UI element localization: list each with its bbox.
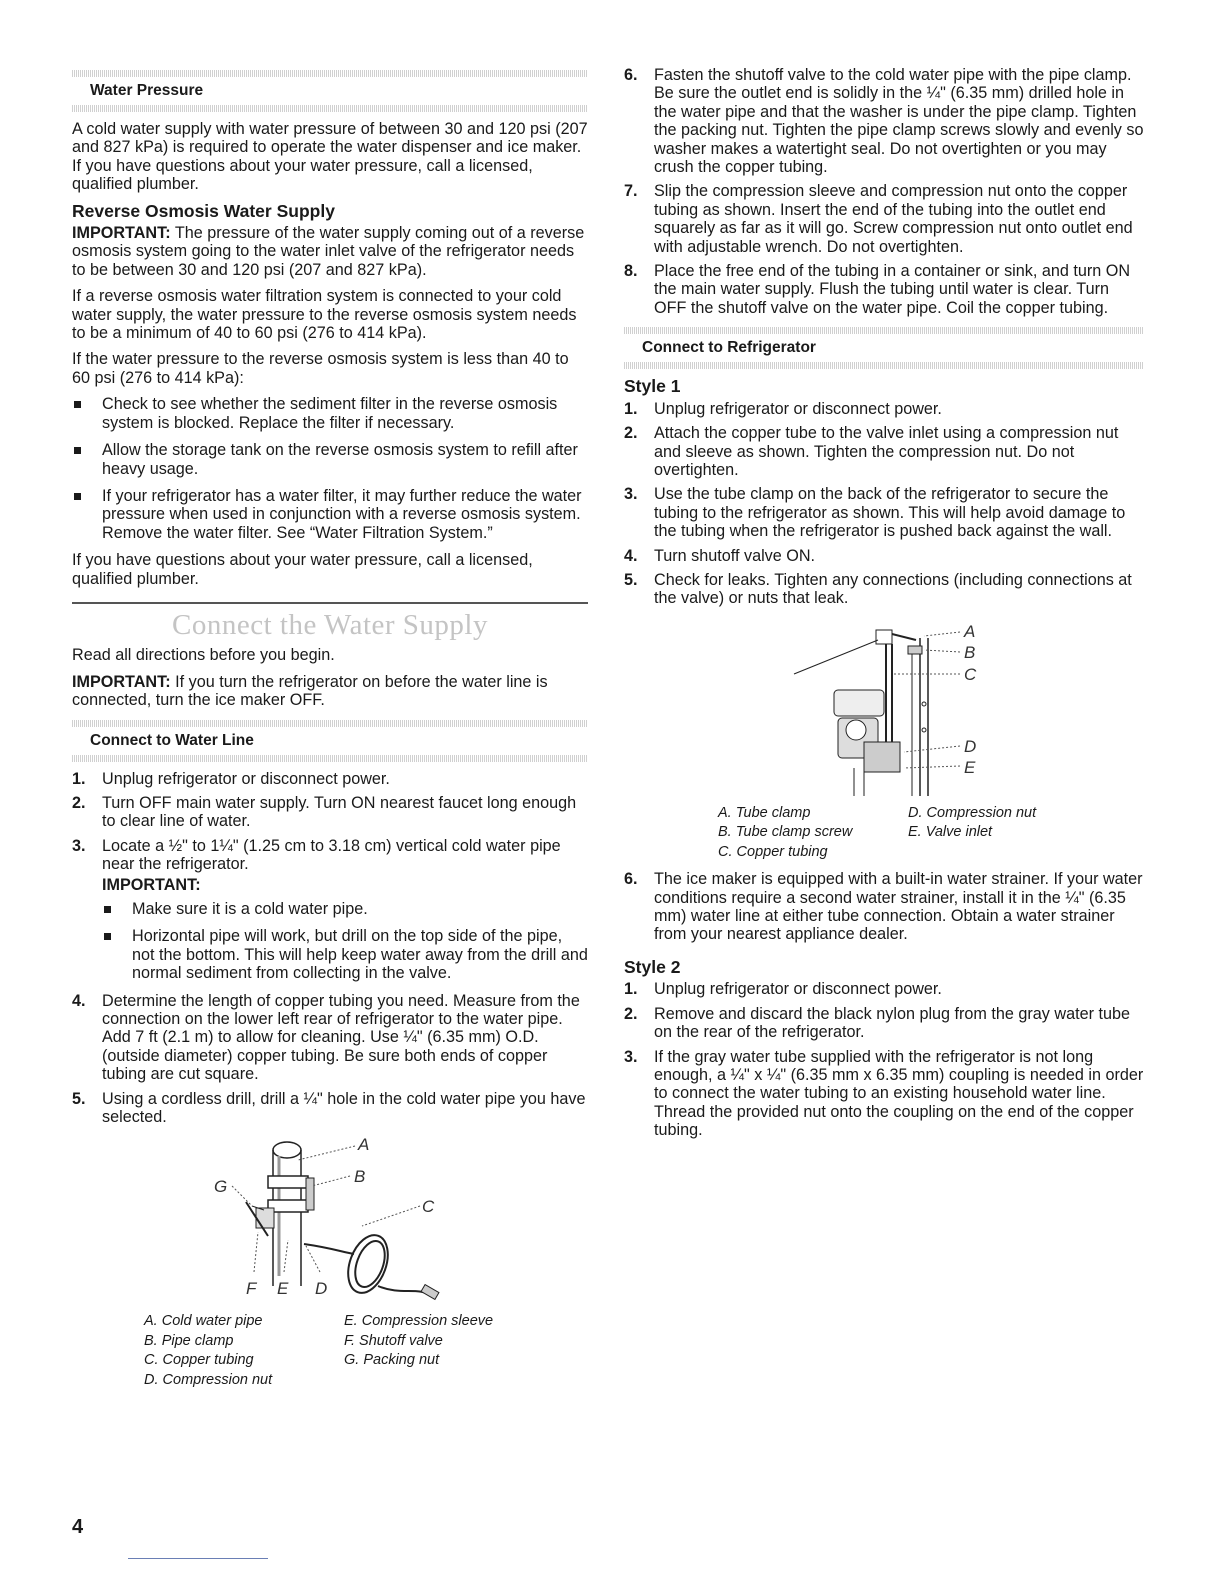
list-item [72,794,588,831]
important-label: IMPORTANT: [72,672,171,691]
section-bar [624,327,1144,334]
connect-fridge-heading: Connect to Refrigerator [642,339,816,357]
figure-label: A [358,1136,370,1155]
water-line-steps-continued [624,66,1144,317]
step-text: Use the tube clamp on the back of the refrigerator to secure the tubing to the refrigerator as shown. This will help avoid damage to the tubing when the refrigerator is pushed back against the wall. [654,485,1126,541]
connect-supply-title: Connect the Water Supply [172,608,488,641]
step-number: 3. [624,1047,638,1066]
figure-label: G [214,1177,228,1197]
figure-label: E [964,757,976,777]
shutoff-valve-figure [72,1136,588,1306]
page-number: 4 [72,1516,84,1538]
figure-label: A [964,621,976,641]
step-number: 2. [624,424,638,443]
step-number: 4. [72,991,86,1010]
water-pressure-body: A cold water supply with water pressure of between 30 and 120 psi (207 and 827 kPa) is required to operate the water dispenser and ice maker. If you have questions about your water pressure, call a licensed, qualified plumber. [72,120,588,194]
list-item [624,66,1144,176]
connect-supply-important-text: If you turn the refrigerator on before the water line is connected, turn the ice maker OFF. [72,672,548,710]
step-number: 6. [624,870,638,889]
step-text: Unplug refrigerator or disconnect power. [102,769,390,788]
figure-label: E [277,1279,289,1299]
list-item: If your refrigerator has a water filter, it may further reduce the water pressure when used in conjunction with a reverse osmosis system. Remove the water filter. See “Water Filtration System.” [72,487,588,542]
list-item [624,547,1144,565]
list-item [72,770,588,788]
section-bar [72,755,588,762]
ro-bullet-list [72,395,588,542]
caption: A. Tube clamp [718,804,811,821]
figure-captions [624,804,1144,863]
step-number: 7. [624,182,638,201]
figure-label: D [964,736,977,756]
figure-label: B [964,642,976,662]
step-number: 3. [624,485,638,504]
list-item [624,424,1144,479]
caption: B. Tube clamp screw [718,824,853,841]
step-text: Turn shutoff valve ON. [654,546,816,565]
list-item [72,1090,588,1127]
list-item [624,571,1144,608]
step-number: 1. [624,399,638,418]
step-text: The ice maker is equipped with a built-in water strainer. If your water conditions require a second water strainer, install it in the ¼" (6.35 mm) water line at either tube connection. Obtain a water strainer from your nearest appliance dealer. [654,870,1143,944]
list-item [624,262,1144,317]
list-item: Make sure it is a cold water pipe. [102,900,588,918]
caption-column [908,804,1036,863]
connect-supply-intro: Read all directions before you begin. [72,646,335,665]
step-number: 5. [624,570,638,589]
ro-closing: If you have questions about your water pressure, call a licensed, qualified plumber. [72,551,533,588]
caption-column [144,1312,344,1390]
step-text: Using a cordless drill, drill a ¼" hole in the cold water pipe you have selected. [102,1089,586,1127]
step3-bullet-list [102,900,588,983]
left-column [72,66,588,1390]
step-text: Place the free end of the tubing in a container or sink, and turn ON the main water supply. Flush the tubing until water is clear. Turn OFF the shutoff valve on the water pipe. Coil the copper tubing. [654,262,1131,317]
water-pressure-heading: Water Pressure [90,82,204,99]
caption: C. Copper tubing [144,1352,254,1369]
figure-label: C [422,1197,435,1217]
figure-label: D [315,1279,328,1299]
list-item: Check to see whether the sediment filter in the reverse osmosis system is blocked. Replace the filter if necessary. [72,395,588,432]
valve-inlet-illustration [624,618,1144,798]
figure-label: F [246,1279,257,1299]
step-text: Attach the copper tube to the valve inlet using a compression nut and sleeve as shown. Tighten the compression nut. Do not overtighten. [654,424,1119,479]
step-text: Check for leaks. Tighten any connections (including connections at the valve) or nuts that leak. [654,570,1132,608]
shutoff-valve-illustration [72,1136,588,1306]
caption: F. Shutoff valve [344,1332,443,1349]
list-item [624,980,1144,998]
style2-steps [624,980,1144,1139]
footer-rule [128,1558,268,1559]
list-item [624,400,1144,418]
figure-label: B [354,1167,366,1187]
ro-paragraph-2: If a reverse osmosis water filtration system is connected to your cold water supply, the water pressure to the reverse osmosis system needs to be a minimum of 40 to 60 psi (276 to 414 kPa). [72,287,577,343]
list-item [72,837,588,983]
figure-label: C [964,664,977,684]
step-text: Turn OFF main water supply. Turn ON nearest faucet long enough to clear line of water. [102,793,577,831]
valve-inlet-figure [624,618,1144,798]
style1-heading: Style 1 [624,376,681,397]
list-item: Allow the storage tank on the reverse osmosis system to refill after heavy usage. [72,441,588,478]
section-bar [72,70,588,77]
step-number: 1. [624,980,638,999]
list-item [624,485,1144,540]
style2-heading: Style 2 [624,956,681,977]
step-text: Locate a ½" to 1¼" (1.25 cm to 3.18 cm) vertical cold water pipe near the refrigerator. [102,836,561,874]
caption: E. Valve inlet [908,824,993,841]
caption: G. Packing nut [344,1352,440,1369]
section-bar [72,105,588,112]
water-line-steps [72,770,588,1127]
ro-paragraph-3: If the water pressure to the reverse osmosis system is less than 40 to 60 psi (276 to 414 kPa): [72,350,569,387]
step-text: Unplug refrigerator or disconnect power. [654,980,942,999]
caption: D. Compression nut [908,804,1037,821]
step-number: 4. [624,546,638,565]
section-bar [624,362,1144,369]
step-text: Remove and discard the black nylon plug from the gray water tube on the rear of the refrigerator. [654,1004,1130,1042]
caption: C. Copper tubing [718,843,828,860]
list-item [72,992,588,1084]
list-item [624,1048,1144,1140]
list-item [624,870,1144,944]
list-item [624,1005,1144,1042]
step-text: Unplug refrigerator or disconnect power. [654,399,942,418]
style1-step6 [624,870,1144,944]
step-text: Slip the compression sleeve and compression nut onto the copper tubing as shown. Insert the end of the tubing into the outlet end squarely as far as it will go. Screw compression nut onto outlet end with adjustable wrench. Do not overtighten. [654,182,1133,256]
water-line-heading: Connect to Water Line [90,731,254,749]
style1-steps [624,400,1144,608]
step3-important-label: IMPORTANT: [102,875,201,894]
list-item [624,182,1144,256]
caption: B. Pipe clamp [144,1332,234,1349]
section-bar [72,720,588,727]
step-number: 3. [72,836,86,855]
connect-supply-important [72,673,588,710]
step-number: 6. [624,66,638,84]
step-number: 8. [624,262,638,281]
ro-important-paragraph [72,224,588,279]
caption-column [344,1312,493,1390]
step-number: 2. [72,793,86,812]
important-label: IMPORTANT: [72,224,171,243]
ro-important-text: The pressure of the water supply coming out of a reverse osmosis system going to the water inlet valve of the refrigerator needs to be between 30 and 120 psi (207 and 827 kPa). [72,224,585,279]
caption-column [718,804,908,863]
step-text: Fasten the shutoff valve to the cold water pipe with the pipe clamp. Be sure the outlet end is solidly in the ¼" (6.35 mm) drilled hole in the water pipe and that the washer is under the pipe clamp. Tighten the packing nut. Tighten the pipe clamp screws slowly and evenly so washer makes a watertight seal. Do not overtighten or you may crush the copper tubing. [654,66,1144,177]
list-item: Horizontal pipe will work, but drill on the top side of the pipe, not the bottom. This will help keep water away from the drill and normal sediment from collecting in the valve. [102,927,588,982]
step-text: Determine the length of copper tubing you need. Measure from the connection on the lower left rear of refrigerator to the water pipe. Add 7 ft (2.1 m) to allow for cleaning. Use ¼" (6.35 mm) O.D. (outside diameter) copper tubing. Be sure both ends of copper tubing are cut square. [102,991,580,1084]
step-number: 2. [624,1004,638,1023]
step-text: If the gray water tube supplied with the refrigerator is not long enough, a ¼" x ¼" (6.35 mm x 6.35 mm) coupling is needed in order to connect the water tubing to an existing household water line. Thread the provided nut onto the coupling on the end of the copper tubing. [654,1047,1144,1140]
right-column [624,66,1144,1146]
ro-heading: Reverse Osmosis Water Supply [72,200,335,221]
caption: D. Compression nut [144,1371,273,1388]
figure-captions [72,1312,588,1390]
step-number: 1. [72,769,86,788]
step-number: 5. [72,1089,86,1108]
caption: A. Cold water pipe [144,1313,263,1330]
section-divider [72,602,588,604]
caption: E. Compression sleeve [344,1313,494,1330]
